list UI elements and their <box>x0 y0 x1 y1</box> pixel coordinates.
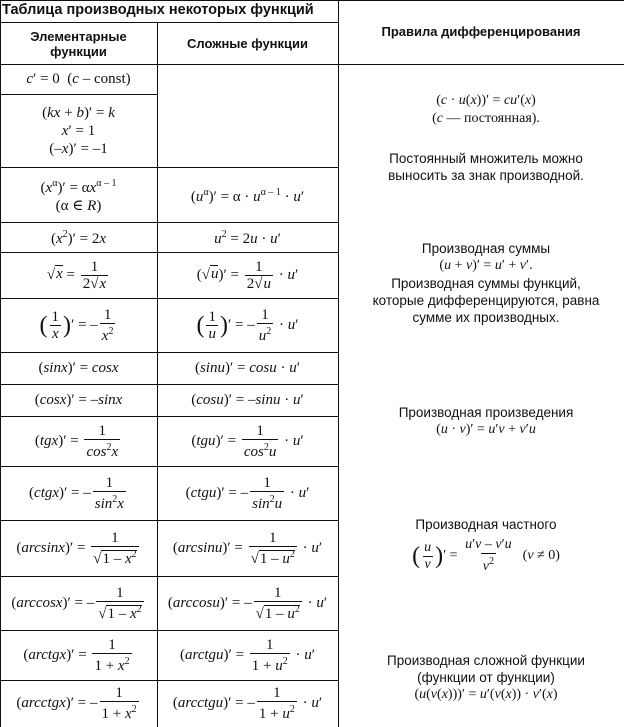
formula: (cosx)′ = –sinx <box>34 392 123 408</box>
formula: (tgu)′ = $\frac{1}{\cos^2u}$ · u′ <box>191 422 304 460</box>
elem-row-14 <box>0 680 157 727</box>
rule-text-line: выносить за знак производной. <box>388 168 584 183</box>
elem-row-8 <box>0 384 157 416</box>
rule-sum <box>352 240 620 326</box>
const-rule-note: (c — постоянная). <box>432 111 540 126</box>
formula: c′ = 0 (c – const) <box>26 71 131 87</box>
elem-row-7 <box>0 352 157 384</box>
formula: (arcctgx)′ = – $\frac{1}{1 + x^2}$ <box>16 685 137 722</box>
formula: (arcsinx)′ = $\frac{1}{√1 - x^2}$ <box>16 529 137 567</box>
formula: $(x^\alpha)' = \alpha x^{\alpha - 1}$ <box>40 177 117 196</box>
rule-title: (функции от функции) <box>417 670 555 685</box>
header-elementary-line1: Элементарные <box>30 29 127 44</box>
sum-formula: (u + v)′ = u′ + v′. <box>439 258 533 273</box>
elem-row-10 <box>0 466 157 520</box>
complex-row-9 <box>157 416 338 466</box>
header-elementary-line2: функции <box>50 44 107 59</box>
complex-row-6 <box>157 298 338 352</box>
formula: (α ∈ R) <box>55 197 102 214</box>
elem-row-9 <box>0 416 157 466</box>
formula: $(u^\alpha)' = \alpha \cdot u^{\alpha - 1} \cdot u'$ <box>190 186 305 205</box>
formula: (arctgx)′ = $\frac{1}{1 + x^2}$ <box>23 636 130 674</box>
formula: ( $\frac{1}{x}$ )′ = – $\frac{1}{x^2}$ <box>39 306 114 344</box>
rule-title: Производная сложной функции <box>387 653 585 668</box>
elem-row-3 <box>0 167 157 222</box>
elem-row-2 <box>0 94 157 167</box>
title-underline <box>0 22 338 23</box>
rule-title: Производная суммы <box>421 241 551 256</box>
rule-text-line: Производная суммы функций, <box>391 276 581 291</box>
rule-title: Производная произведения <box>398 405 574 420</box>
formula: (ctgx)′ = – $\frac{1}{\sin^2x}$ <box>29 474 124 512</box>
formula: (sinu)′ = cosu · u′ <box>194 360 301 376</box>
elem-row-4 <box>0 222 157 252</box>
const-rule-formula: (c · u(x))′ = cu′(x) <box>436 93 536 108</box>
formula: (kx + b)′ = k <box>42 104 115 121</box>
rule-product <box>352 404 620 439</box>
table-title: Таблица производных некоторых функций <box>2 2 314 18</box>
formula: (sinx)′ = cosx <box>38 360 119 376</box>
formula: $u^2 = 2u \cdot u'$ <box>214 229 281 247</box>
rule-constant <box>352 92 620 128</box>
elem-row-1 <box>0 64 157 94</box>
formula: √x = $\frac{1}{2√x}$ <box>46 258 107 292</box>
complex-row-7 <box>157 352 338 384</box>
header-rules: Правила дифференцирования <box>381 24 581 39</box>
formula: (arccosx)′ = – $\frac{1}{√1 - x^2}$ <box>11 584 142 622</box>
elem-row-11 <box>0 520 157 576</box>
elem-row-12 <box>0 576 157 630</box>
complex-row-12 <box>157 576 338 630</box>
formula: (cosu)′ = –sinu · u′ <box>191 392 304 408</box>
formula: ( $\frac{1}{u}$ )′ = – $\frac{1}{u^2}$ · u′ <box>196 306 299 344</box>
header-elementary <box>0 29 157 59</box>
formula: $(x^2)' = 2x$ <box>50 229 107 247</box>
elem-row-13 <box>0 630 157 680</box>
table-top-border <box>0 0 624 1</box>
formula: (arcctgu)′ = – $\frac{1}{1 + u^2}$ · u′ <box>172 685 323 722</box>
chain-formula: (u(v(x)))′ = u′(v(x)) · v′(x) <box>414 687 558 702</box>
complex-row-14 <box>157 680 338 727</box>
rule-quotient <box>352 516 620 575</box>
col-divider-2 <box>338 0 339 727</box>
complex-row-3 <box>157 167 338 222</box>
complex-row-10 <box>157 466 338 520</box>
formula: (arcsinu)′ = $\frac{1}{√1 - u^2}$ · u′ <box>172 529 323 567</box>
formula: (arccosu)′ = – $\frac{1}{√1 - u^2}$ · u′ <box>167 584 328 622</box>
product-formula: (u · v)′ = u′v + v′u <box>436 422 536 437</box>
complex-row-11 <box>157 520 338 576</box>
complex-row-5 <box>157 252 338 298</box>
rule-title: Производная частного <box>415 517 557 532</box>
elem-row-6 <box>0 298 157 352</box>
formula: (tgx)′ = $\frac{1}{\cos^2x}$ <box>34 422 119 460</box>
formula: (–x)′ = –1 <box>49 140 108 157</box>
rule-text-line: Постоянный множитель можно <box>389 151 583 166</box>
complex-row-13 <box>157 630 338 680</box>
formula: (√u)′ = $\frac{1}{2√u}$ · u′ <box>196 258 299 292</box>
formula: x′ = 1 <box>61 122 96 139</box>
quotient-formula: ( $\frac{u}{v}$ )′ = $\frac{u'v - v'u}{v^2}$ (v ≠ 0) <box>412 537 560 574</box>
rule-chain <box>352 652 620 704</box>
formula: (ctgu)′ = – $\frac{1}{\sin^2u}$ · u′ <box>185 474 310 512</box>
formula: (arctgu)′ = $\frac{1}{1 + u^2}$ · u′ <box>179 636 316 674</box>
rule-text-line: которые дифференцируются, равна <box>372 293 600 308</box>
complex-row-4 <box>157 222 338 252</box>
header-complex: Сложные функции <box>186 36 309 51</box>
elem-row-5 <box>0 252 157 298</box>
rule-text-line: сумме их производных. <box>412 310 560 325</box>
rule-constant-text <box>352 150 620 184</box>
complex-row-8 <box>157 384 338 416</box>
